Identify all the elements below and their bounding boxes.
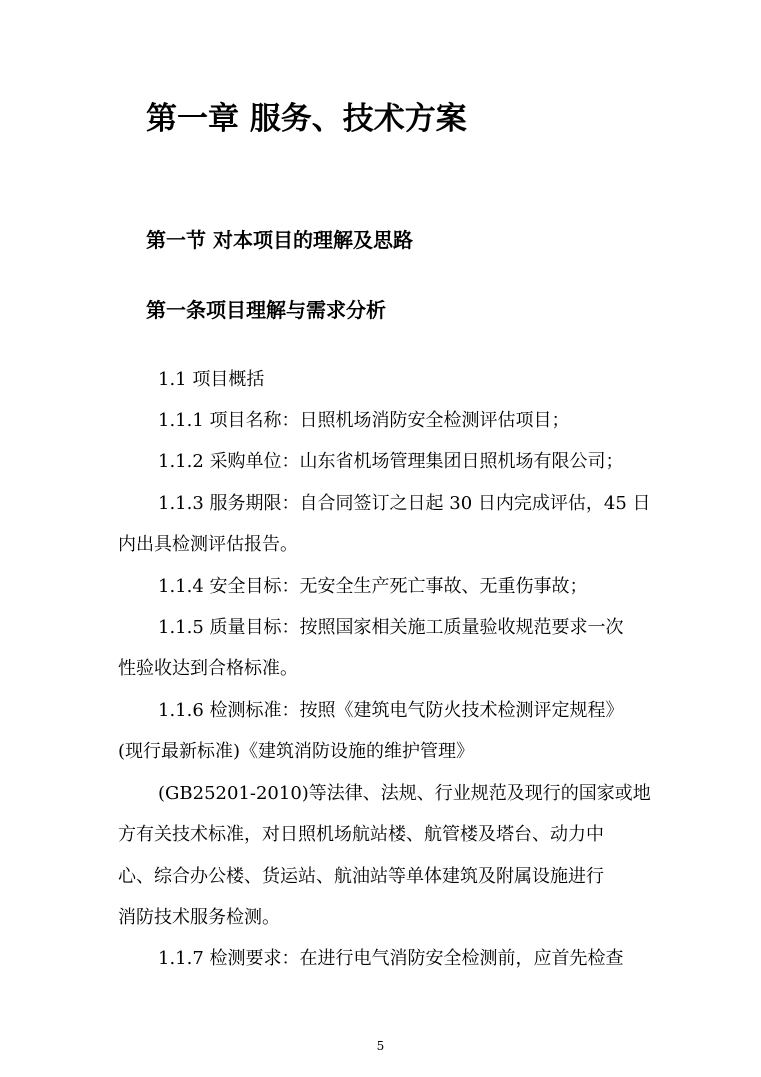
article-title: 第一条项目理解与需求分析 (146, 298, 386, 322)
body-line: 1.1 项目概括 (158, 369, 265, 390)
body-line: 1.1.2 采购单位：山东省机场管理集团日照机场有限公司； (158, 451, 624, 472)
body-line: 性验收达到合格标准。 (118, 658, 298, 679)
body-line: 1.1.6 检测标准：按照《建筑电气防火技术检测评定规程》 (158, 700, 624, 721)
body-line: 方有关技术标准，对日照机场航站楼、航管楼及塔台、动力中 (118, 824, 604, 845)
body-line: 心、综合办公楼、货运站、航油站等单体建筑及附属设施进行 (118, 866, 604, 887)
body-line: 内出具检测评估报告。 (118, 534, 298, 555)
body-line: 1.1.1 项目名称：日照机场消防安全检测评估项目； (158, 410, 570, 431)
body-line: 1.1.4 安全目标：无安全生产死亡事故、无重伤事故； (158, 576, 588, 597)
body-line: (GB25201-2010)等法律、法规、行业规范及现行的国家或地 (158, 783, 651, 804)
body-line: 消防技术服务检测。 (118, 907, 280, 928)
chapter-title: 第一章 服务、技术方案 (146, 101, 467, 137)
body-line: 1.1.5 质量目标：按照国家相关施工质量验收规范要求一次 (158, 617, 624, 638)
page-number: 5 (376, 1039, 385, 1053)
section-title: 第一节 对本项目的理解及思路 (146, 228, 413, 252)
body-line: 1.1.3 服务期限：自合同签订之日起 30 日内完成评估，45 日 (158, 493, 651, 514)
body-line: 1.1.7 检测要求：在进行电气消防安全检测前，应首先检查 (158, 948, 624, 969)
body-line: (现行最新标准)《建筑消防设施的维护管理》 (118, 741, 475, 762)
